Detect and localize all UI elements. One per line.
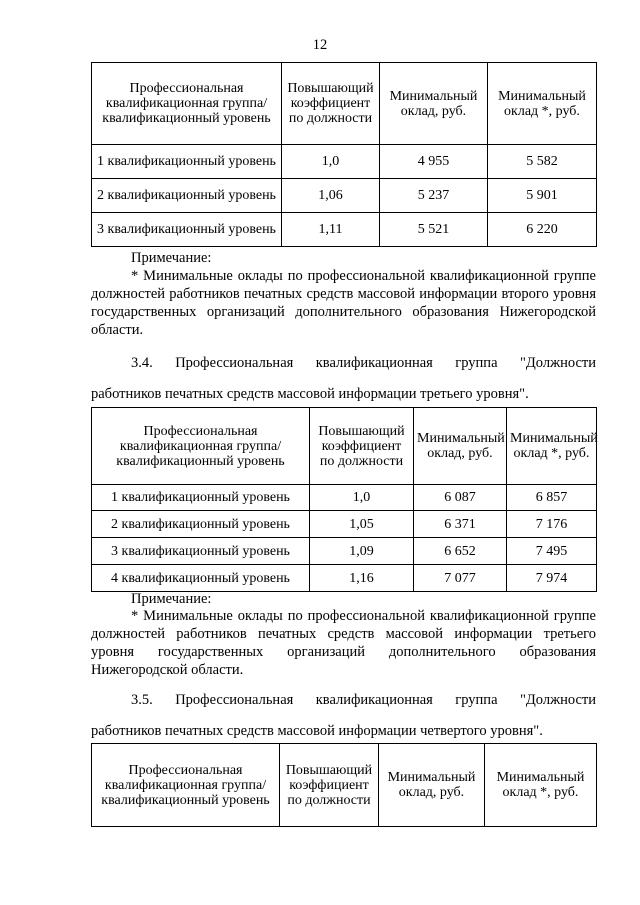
- cell-coefficient: 1,05: [310, 511, 414, 538]
- table-row: [92, 538, 597, 565]
- salary-table-level-4: [91, 743, 597, 827]
- table-row: [92, 511, 597, 538]
- note-label: Примечание:: [131, 250, 212, 266]
- cell-min-salary-star: 7 495: [507, 538, 597, 565]
- cell-level: 1 квалификационный уровень: [92, 485, 310, 511]
- cell-min-salary-star: 6 857: [507, 485, 597, 511]
- cell-min-salary: 5 521: [380, 213, 488, 247]
- cell-level: 2 квалификационный уровень: [92, 511, 310, 538]
- cell-coefficient: 1,09: [310, 538, 414, 565]
- cell-min-salary: 7 077: [414, 565, 507, 592]
- header-coefficient: Повышающий коэффициент по должности: [282, 63, 380, 145]
- cell-level: 1 квалификационный уровень: [92, 145, 282, 179]
- cell-min-salary-star: 7 974: [507, 565, 597, 592]
- header-group: Профессиональная квалификационная группа/квалификационный уровень: [92, 63, 282, 145]
- cell-level: 3 квалификационный уровень: [92, 538, 310, 565]
- cell-min-salary-star: 5 901: [488, 179, 597, 213]
- header-coefficient: Повышающий коэффициент по должности: [310, 408, 414, 485]
- table-row: [92, 145, 597, 179]
- cell-coefficient: 1,0: [282, 145, 380, 179]
- cell-min-salary: 5 237: [380, 179, 488, 213]
- table-row: [92, 565, 597, 592]
- cell-coefficient: 1,0: [310, 485, 414, 511]
- header-min-salary: Минимальный оклад, руб.: [414, 408, 507, 485]
- table-header-row: [92, 408, 597, 485]
- page-number: 12: [312, 37, 328, 53]
- cell-min-salary-star: 7 176: [507, 511, 597, 538]
- table-row: [92, 179, 597, 213]
- note-label: Примечание:: [131, 591, 212, 607]
- cell-min-salary-star: 6 220: [488, 213, 597, 247]
- note-text: * Минимальные оклады по профессиональной квалификационной группе должностей работников печатных средств массовой информации второго уровня государственных организаций дополнительного образования Нижегородской области.: [91, 268, 596, 338]
- cell-level: 2 квалификационный уровень: [92, 179, 282, 213]
- header-coefficient: Повышающий коэффициент по должности: [280, 744, 379, 827]
- table-header-row: [92, 63, 597, 145]
- cell-coefficient: 1,16: [310, 565, 414, 592]
- header-min-salary-star: Минимальный оклад *, руб.: [485, 744, 597, 827]
- header-min-salary-star: Минимальный оклад *, руб.: [507, 408, 597, 485]
- cell-coefficient: 1,06: [282, 179, 380, 213]
- section-3-5-heading: [91, 692, 596, 740]
- section-3-4-line2: работников печатных средств массовой информации третьего уровня".: [91, 386, 529, 402]
- salary-table-level-3: [91, 407, 597, 592]
- cell-min-salary: 4 955: [380, 145, 488, 179]
- cell-min-salary: 6 652: [414, 538, 507, 565]
- header-group: Профессиональная квалификационная группа/квалификационный уровень: [92, 744, 280, 827]
- table-header-row: [92, 744, 597, 827]
- header-min-salary: Минимальный оклад, руб.: [380, 63, 488, 145]
- table-row: [92, 485, 597, 511]
- section-3-5-line1: 3.5. Профессиональная квалификационная группа "Должности: [131, 692, 596, 708]
- cell-coefficient: 1,11: [282, 213, 380, 247]
- section-3-4-heading: [91, 355, 596, 403]
- cell-min-salary: 6 371: [414, 511, 507, 538]
- header-group: Профессиональная квалификационная группа/квалификационный уровень: [92, 408, 310, 485]
- header-min-salary: Минимальный оклад, руб.: [379, 744, 485, 827]
- section-3-4-line1: 3.4. Профессиональная квалификационная группа "Должности: [131, 355, 596, 371]
- table-row: [92, 213, 597, 247]
- cell-min-salary-star: 5 582: [488, 145, 597, 179]
- note-text: * Минимальные оклады по профессиональной квалификационной группе должностей работников печатных средств массовой информации третьего уровня государственных организаций дополнительного образования Нижегородской области.: [91, 608, 596, 678]
- section-3-5-line2: работников печатных средств массовой информации четвертого уровня".: [91, 723, 543, 739]
- cell-level: 3 квалификационный уровень: [92, 213, 282, 247]
- cell-level: 4 квалификационный уровень: [92, 565, 310, 592]
- cell-min-salary: 6 087: [414, 485, 507, 511]
- header-min-salary-star: Минимальный оклад *, руб.: [488, 63, 597, 145]
- salary-table-level-2: [91, 62, 597, 247]
